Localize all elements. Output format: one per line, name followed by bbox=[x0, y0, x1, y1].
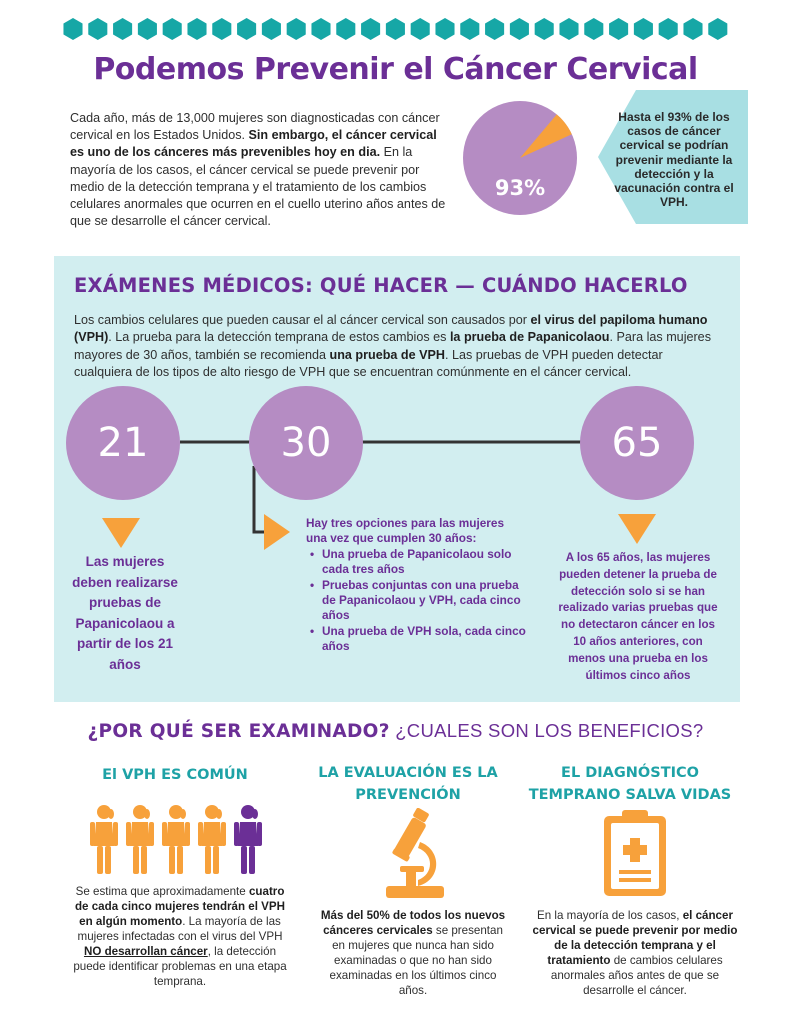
hexagon-shape bbox=[212, 18, 231, 40]
hexagon-shape bbox=[336, 18, 355, 40]
why-title-bold: ¿POR QUÉ SER EXAMINADO? bbox=[87, 721, 390, 742]
list-item: • Una prueba de Papanicolaou solo cada tres años bbox=[306, 547, 526, 576]
hexagon-shape bbox=[584, 18, 603, 40]
note-30-intro: Hay tres opciones para las mujeres una vez que cumplen 30 años: bbox=[306, 516, 505, 545]
exams-text-hpv: el virus del papiloma humano (VPH) bbox=[74, 313, 708, 345]
exams-text-4: . Las pruebas de VPH pueden detectar cualquiera de los tipos de alto riesgo de VPH que se encuentran comúnmente en el cáncer cervical. bbox=[74, 347, 663, 380]
column-text-early-diagnosis bbox=[525, 908, 745, 998]
hexagon-shape bbox=[287, 18, 306, 40]
exams-text-hpv-test: una prueba de VPH bbox=[329, 347, 445, 362]
col1-text-2: . La mayoría de las mujeres infectadas con el virus del VPH bbox=[77, 915, 283, 943]
note-age-30 bbox=[306, 516, 526, 655]
col2-text-1: se presentan en mujeres que nunca han sido examinadas o que no han sido examinadas en los últimos cinco años. bbox=[329, 924, 503, 997]
arrow-21-icon bbox=[102, 518, 140, 548]
column-text-screening bbox=[320, 908, 506, 998]
col2-text-bold: Más del 50% de todos los nuevos cánceres cervicales bbox=[320, 909, 506, 937]
hexagon-shape bbox=[187, 18, 206, 40]
hexagon-shape bbox=[510, 18, 529, 40]
hexagon-shape bbox=[237, 18, 256, 40]
list-item: • Pruebas conjuntas con una prueba de Papanicolaou y VPH, cada cinco años bbox=[306, 578, 526, 622]
pie-percentage-label: 93% bbox=[494, 176, 546, 200]
intro-text-bold: Sin embargo, el cáncer cervical es uno de los cánceres más prevenibles hoy en dia. bbox=[70, 128, 437, 160]
note-age-21: Las mujeres deben realizarse pruebas de Papanicolaou a partir de los 21 años bbox=[72, 554, 178, 672]
hexagon-shape bbox=[138, 18, 157, 40]
hexagon-shape bbox=[262, 18, 281, 40]
callout-text: Hasta el 93% de los casos de cáncer cervical se podrían prevenir mediante la detección y la vacunación contra el VPH. bbox=[614, 110, 734, 210]
hexagon-shape bbox=[163, 18, 182, 40]
hexagon-shape bbox=[485, 18, 504, 40]
hexagon-shape bbox=[634, 18, 653, 40]
arrow-30-icon bbox=[264, 514, 290, 550]
hexagon-shape bbox=[88, 18, 107, 40]
intro-text-1: Cada año, más de 13,000 mujeres son diagnosticadas con cáncer cervical en los Estados Unidos. bbox=[70, 111, 440, 143]
column-text-hpv-common bbox=[70, 884, 290, 989]
col1-text-underlined: NO desarrollan cáncer bbox=[83, 945, 208, 958]
column-heading-early-diagnosis: EL DIAGNÓSTICO TEMPRANO SALVA VIDAS bbox=[528, 765, 732, 803]
column-heading-hpv-common: El VPH ES COMÚN bbox=[102, 767, 248, 783]
woman-icon bbox=[126, 805, 154, 874]
why-title-regular: ¿CUALES SON LOS BENEFICIOS? bbox=[395, 720, 704, 741]
clipboard-icon bbox=[600, 808, 670, 898]
hexagon-shape bbox=[113, 18, 132, 40]
women-group-icon bbox=[86, 804, 266, 876]
exams-text-2: . La prueba para la detección temprana de estos cambios es bbox=[108, 330, 447, 345]
col3-text-1: En la mayoría de los casos, bbox=[537, 909, 680, 922]
hexagon-shape bbox=[708, 18, 727, 40]
why-section-title bbox=[0, 720, 791, 742]
hexagon-shape bbox=[386, 18, 405, 40]
hexagon-pattern bbox=[62, 18, 732, 40]
hexagon-shape bbox=[435, 18, 454, 40]
age-circle-30: 30 bbox=[249, 386, 363, 500]
woman-icon bbox=[162, 805, 190, 874]
microscope-icon bbox=[380, 808, 450, 900]
hexagon-shape bbox=[683, 18, 702, 40]
hexagon-shape bbox=[411, 18, 430, 40]
hexagon-decoration-row bbox=[62, 18, 732, 40]
arrow-65-icon bbox=[618, 514, 656, 544]
hexagon-shape bbox=[609, 18, 628, 40]
exams-section-title: EXÁMENES MÉDICOS: QUÉ HACER — CUÁNDO HACERLO bbox=[74, 274, 688, 297]
hexagon-shape bbox=[63, 18, 82, 40]
hexagon-shape bbox=[361, 18, 380, 40]
note-age-65: A los 65 años, las mujeres pueden detener la prueba de detección solo si se han realizado varias pruebas que no detectaron cáncer en los 10 años anteriores, con menos una prueba en los últimos cinco años bbox=[558, 551, 718, 682]
col1-text-1: Se estima que aproximadamente bbox=[75, 885, 246, 898]
age-circle-21: 21 bbox=[66, 386, 180, 500]
column-heading-screening-prevention: LA EVALUACIÓN ES LA PREVENCIÓN bbox=[318, 765, 498, 803]
exams-text-3: . Para las mujeres mayores de 30 años, también se recomienda bbox=[74, 330, 711, 362]
note-30-options-list bbox=[306, 547, 526, 653]
age-circle-65: 65 bbox=[580, 386, 694, 500]
hexagon-shape bbox=[460, 18, 479, 40]
intro-text-2: En la mayoría de los casos, el cáncer cervical se puede prevenir por medio de la detección temprana y el tratamiento de los cambios celulares anormales que ocurren en el cuello uterino años antes de que se desarrolle el cáncer cervical. bbox=[70, 145, 446, 229]
woman-icon bbox=[198, 805, 226, 874]
col1-text-3: , la detección puede identificar problemas en una etapa temprana. bbox=[73, 945, 287, 988]
page-title: Podemos Prevenir el Cáncer Cervical bbox=[93, 52, 698, 87]
woman-icon bbox=[234, 805, 262, 874]
exams-text-1: Los cambios celulares que pueden causar el al cáncer cervical son causados por bbox=[74, 313, 527, 327]
woman-icon bbox=[90, 805, 118, 874]
col1-text-bold: cuatro de cada cinco mujeres tendrán el VPH en algún momento bbox=[74, 885, 286, 928]
hexagon-shape bbox=[559, 18, 578, 40]
hexagon-shape bbox=[659, 18, 678, 40]
hexagon-shape bbox=[311, 18, 330, 40]
hexagon-shape bbox=[535, 18, 554, 40]
intro-paragraph bbox=[70, 110, 454, 230]
exams-description bbox=[74, 312, 720, 382]
list-item: • Una prueba de VPH sola, cada cinco años bbox=[306, 624, 526, 653]
col3-text-2: de cambios celulares anormales años antes de que se desarrolle el cáncer. bbox=[550, 954, 723, 997]
col3-text-bold: el cáncer cervical se puede prevenir por medio de la detección temprana y el tratamiento bbox=[532, 909, 738, 967]
exams-text-pap: la prueba de Papanicolaou bbox=[449, 330, 610, 345]
